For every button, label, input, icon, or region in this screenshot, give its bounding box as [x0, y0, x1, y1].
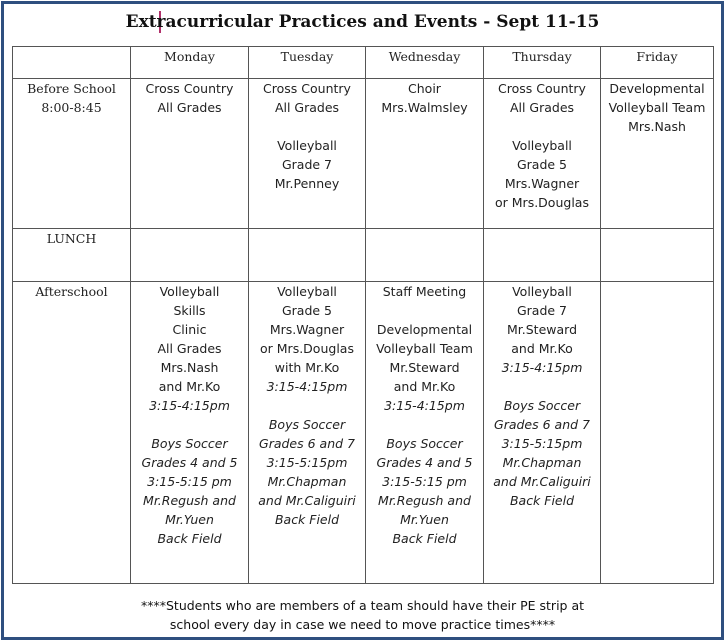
event-line: Grade 5: [516, 157, 568, 172]
event-line: Grade 5: [281, 303, 333, 318]
row-header: [13, 229, 131, 282]
event-line: Volleyball: [277, 138, 337, 153]
schedule-cell: [366, 79, 484, 229]
event-line: Mr.Chapman: [502, 455, 582, 470]
footnote-line: school every day in case we need to move practice times****: [169, 617, 556, 632]
event-line: Boys Soccer: [503, 398, 581, 413]
event-line: Mrs.Nash: [160, 360, 219, 375]
footnote: [4, 596, 721, 634]
schedule-row: [13, 282, 714, 584]
schedule-cell: [601, 282, 714, 584]
schedule-cell: [131, 79, 249, 229]
event-line: or Mrs.Douglas: [495, 195, 589, 210]
schedule-cell: [249, 79, 366, 229]
header-row: [13, 47, 714, 79]
schedule-row: [13, 79, 714, 229]
document-frame: [1, 1, 724, 640]
schedule-cell: [131, 229, 249, 282]
event-line: Grades 4 and 5: [376, 455, 473, 470]
event-line: Skills: [173, 303, 206, 318]
event-line: Mr.Steward: [506, 322, 577, 337]
event-line: with Mr.Ko: [274, 360, 340, 375]
event-line: Cross Country: [263, 81, 351, 96]
event-line: Back Field: [157, 531, 222, 546]
schedule-cell: [131, 282, 249, 584]
event-line: All Grades: [157, 341, 222, 356]
event-line: Mr.Yuen: [165, 512, 214, 527]
day-header: Friday: [601, 47, 714, 79]
event-line: Grade 7: [281, 157, 333, 172]
event-line: 3:15-5:15 pm: [147, 474, 232, 489]
row-header-label: Before School: [27, 81, 116, 96]
event-line: All Grades: [157, 100, 222, 115]
event-line: Clinic: [172, 322, 207, 337]
day-header: Tuesday: [249, 47, 366, 79]
row-header-label: Afterschool: [35, 284, 108, 299]
event-line: Mrs.Wagner: [269, 322, 345, 337]
event-line: Volleyball: [159, 284, 220, 299]
row-header-label: 8:00-8:45: [41, 100, 102, 115]
event-line: Back Field: [509, 493, 575, 508]
row-header: [13, 79, 131, 229]
event-line: 3:15-4:15pm: [384, 398, 465, 413]
row-header-label: LUNCH: [46, 231, 97, 246]
event-line: 3:15-4:15pm: [149, 398, 230, 413]
event-line: 3:15-4:15pm: [501, 360, 583, 375]
event-line: Back Field: [392, 531, 457, 546]
event-line: Grades 6 and 7: [259, 436, 355, 451]
event-line: Boys Soccer: [268, 417, 346, 432]
event-line: Mrs.Nash: [628, 119, 686, 134]
schedule-cell: [366, 229, 484, 282]
event-line: Volleyball: [512, 138, 572, 153]
event-line: Grades 4 and 5: [141, 455, 238, 470]
event-line: Boys Soccer: [386, 436, 463, 451]
event-line: Mr.Steward: [389, 360, 460, 375]
event-line: Mr.Penney: [274, 176, 340, 191]
event-line: Developmental: [609, 81, 705, 96]
schedule-table: [12, 46, 714, 584]
block-spacer: [366, 415, 483, 434]
footnote-line: ****Students who are members of a team should have their PE strip at: [140, 598, 585, 613]
event-line: and Mr.Caliguiri: [258, 493, 356, 508]
block-spacer: [249, 117, 365, 136]
event-line: and Mr.Ko: [393, 379, 456, 394]
schedule-cell: [484, 79, 601, 229]
event-line: Mr.Regush and: [378, 493, 471, 508]
schedule-cell: [601, 229, 714, 282]
schedule-cell: [484, 229, 601, 282]
event-line: Mrs.Wagner: [504, 176, 580, 191]
schedule-cell: [601, 79, 714, 229]
schedule-row: [13, 229, 714, 282]
event-line: Staff Meeting: [382, 284, 467, 299]
event-line: Volleyball Team: [608, 100, 706, 115]
block-spacer: [484, 117, 600, 136]
event-line: Grades 6 and 7: [494, 417, 590, 432]
event-line: Volleyball: [277, 284, 337, 299]
day-header: Wednesday: [366, 47, 484, 79]
event-line: or Mrs.Douglas: [260, 341, 354, 356]
event-line: Back Field: [274, 512, 340, 527]
event-line: Cross Country: [498, 81, 586, 96]
schedule-cell: [366, 282, 484, 584]
event-line: 3:15-4:15pm: [266, 379, 348, 394]
event-line: Mrs.Walmsley: [381, 100, 468, 115]
block-spacer: [131, 415, 248, 434]
row-header: [13, 282, 131, 584]
block-spacer: [484, 377, 600, 396]
schedule-cell: [484, 282, 601, 584]
event-line: Mr.Regush and: [143, 493, 236, 508]
event-line: Cross Country: [145, 81, 234, 96]
event-line: Developmental: [376, 322, 473, 337]
block-spacer: [366, 301, 483, 320]
day-header: Thursday: [484, 47, 601, 79]
event-line: 3:15-5:15pm: [501, 436, 583, 451]
schedule-cell: [249, 229, 366, 282]
event-line: Volleyball: [512, 284, 572, 299]
event-line: and Mr.Ko: [158, 379, 221, 394]
event-line: and Mr.Ko: [511, 341, 573, 356]
event-line: 3:15-5:15 pm: [382, 474, 467, 489]
schedule-cell: [249, 282, 366, 584]
event-line: Grade 7: [516, 303, 568, 318]
day-header: Monday: [131, 47, 249, 79]
event-line: Choir: [408, 81, 441, 96]
block-spacer: [249, 396, 365, 415]
event-line: All Grades: [509, 100, 575, 115]
event-line: 3:15-5:15pm: [266, 455, 348, 470]
event-line: Mr.Chapman: [267, 474, 347, 489]
page-title: Extracurricular Practices and Events - Sept 11-15: [125, 12, 600, 32]
event-line: Volleyball Team: [376, 341, 473, 356]
event-line: All Grades: [274, 100, 340, 115]
event-line: Mr.Yuen: [400, 512, 449, 527]
corner-cell: [13, 47, 131, 79]
event-line: Boys Soccer: [151, 436, 228, 451]
event-line: and Mr.Caliguiri: [493, 474, 591, 489]
